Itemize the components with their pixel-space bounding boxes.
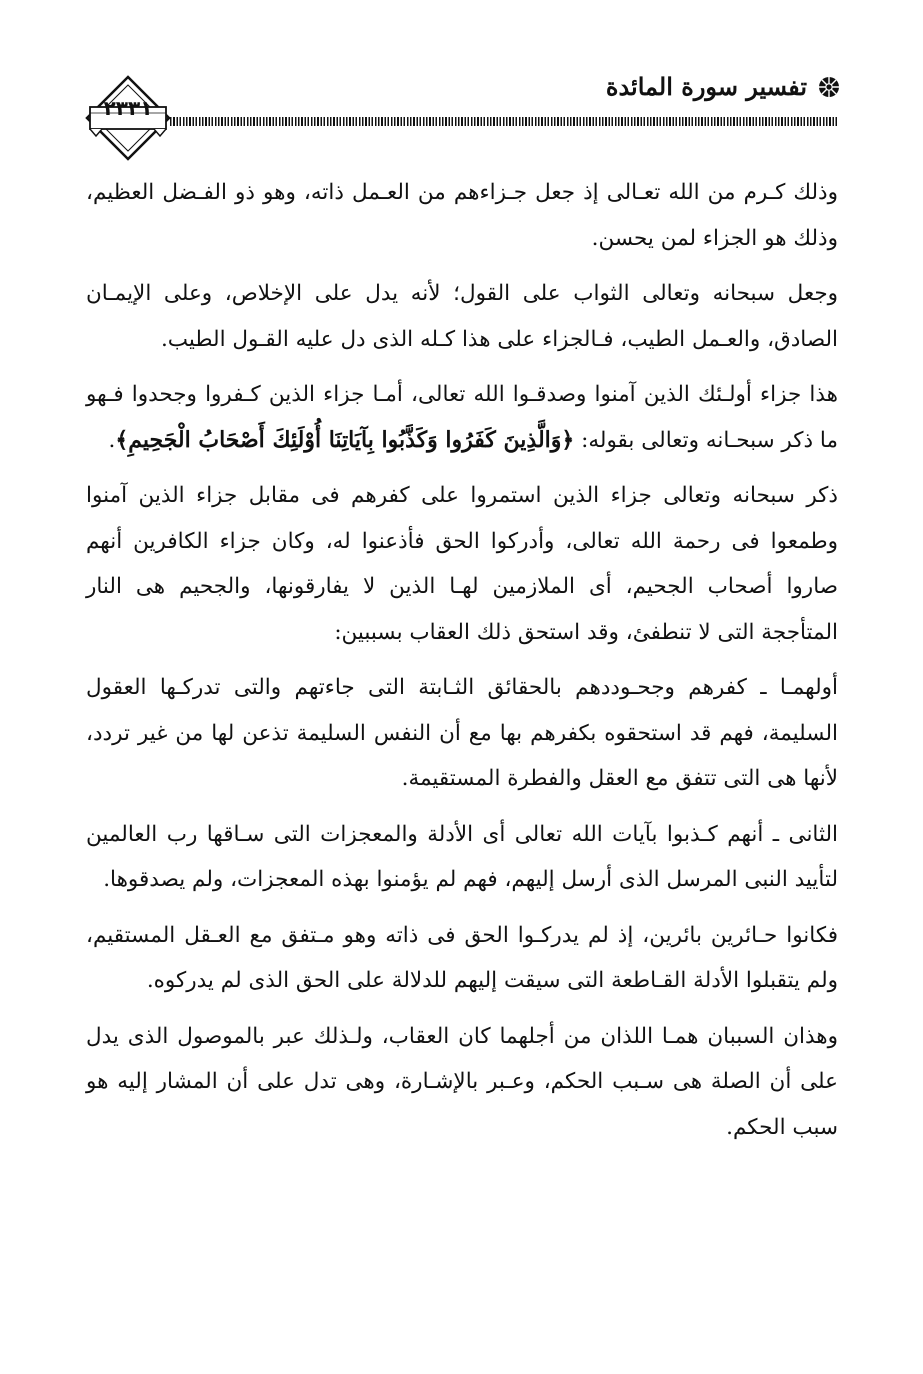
body-text [86,170,838,1160]
page-number: ٢٣٣١ [103,96,153,120]
paragraph-3-intro: هذا جزاء أولـئك الذين آمنوا وصدقـوا الله تعالى، أمـا جزاء الذين كـفروا وجحدوا فـهو ما ذكر سبحـانه وتعالى بقوله: [86,382,838,453]
running-title: تفسير سورة المائدة [605,72,807,101]
quran-verse: ﴿وَالَّذِينَ كَفَرُوا وَكَذَّبُوا بِآيَاتِنَا أُوْلَئِكَ أَصْحَابُ الْجَحِيمِ﴾ [115,426,575,453]
header-rule [170,117,839,126]
paragraph-4: ذكر سبحانه وتعالى جزاء الذين استمروا على كفرهم فى مقابل جزاء الذين آمنوا وطمعوا فى رحمة الله تعالى، وأدركوا الحق فأذعنوا له، وكان جزاء الكافرين أنهم صاروا أصحاب الجحيم، أى الملازمين لهـا الذين لا يفارقونها، والجحيم هى النار المتأججة التى لا تنطفئ، وقد استحق ذلك العقاب بسببين: [86,483,838,645]
paragraph-3 [86,372,838,463]
paragraph-5: أولهمـا ـ كفرهم وجحـوددهم بالحقائق الثـابتة التى جاءتهم والتى تدركـها العقول السليمة، فهم قد استحقوه بكفرهم بها مع أن النفس السليمة تذعن لها من غير تردد، لأنها هى التى تتفق مع العقل والفطرة المستقيمة. [86,675,838,791]
paragraph-6: الثانى ـ أنهم كـذبوا بآيات الله تعالى أى الأدلة والمعجزات التى سـاقها رب العالمين لتأييد النبى المرسل الذى أرسل إليهم، فهم لم يؤمنوا بهذه المعجزات، ولم يصدقوها. [86,821,838,892]
paragraph-8: وهذان السببان همـا اللذان من أجلهما كان العقاب، ولـذلك عبر بالموصول الذى يدل على أن الصلة هى سـبب الحكم، وعـبر بالإشـارة، وهى تدل على أن المشار إليه هو سبب الحكم. [86,1023,838,1140]
paragraph-1: وذلك كـرم من الله تعـالى إذ جعل جـزاءهم من العـمل ذاته، وهو ذو الفـضل العظيم، وذلك هو الجزاء لمن يحسن. [86,180,838,251]
paragraph-2: وجعل سبحانه وتعالى الثواب على القول؛ لأنه يدل على الإخلاص، وعلى الإيمـان الصادق، والعـمل الطيب، فـالجزاء على هذا كـله الذى دل عليه القـول الطيب. [86,281,838,352]
flower-ornament-icon [817,75,841,99]
paragraph-3-end: . [108,427,116,453]
paragraph-7: فكانوا حـائرين بائرين، إذ لم يدركـوا الحق فى ذاته وهو مـتفق مع العـقل المستقيم، ولم يتقبلوا الأدلة القـاطعة التى سيقت إليهم للدلالة على الحق الذى لم يدركوه. [86,922,838,993]
running-head [606,70,841,104]
